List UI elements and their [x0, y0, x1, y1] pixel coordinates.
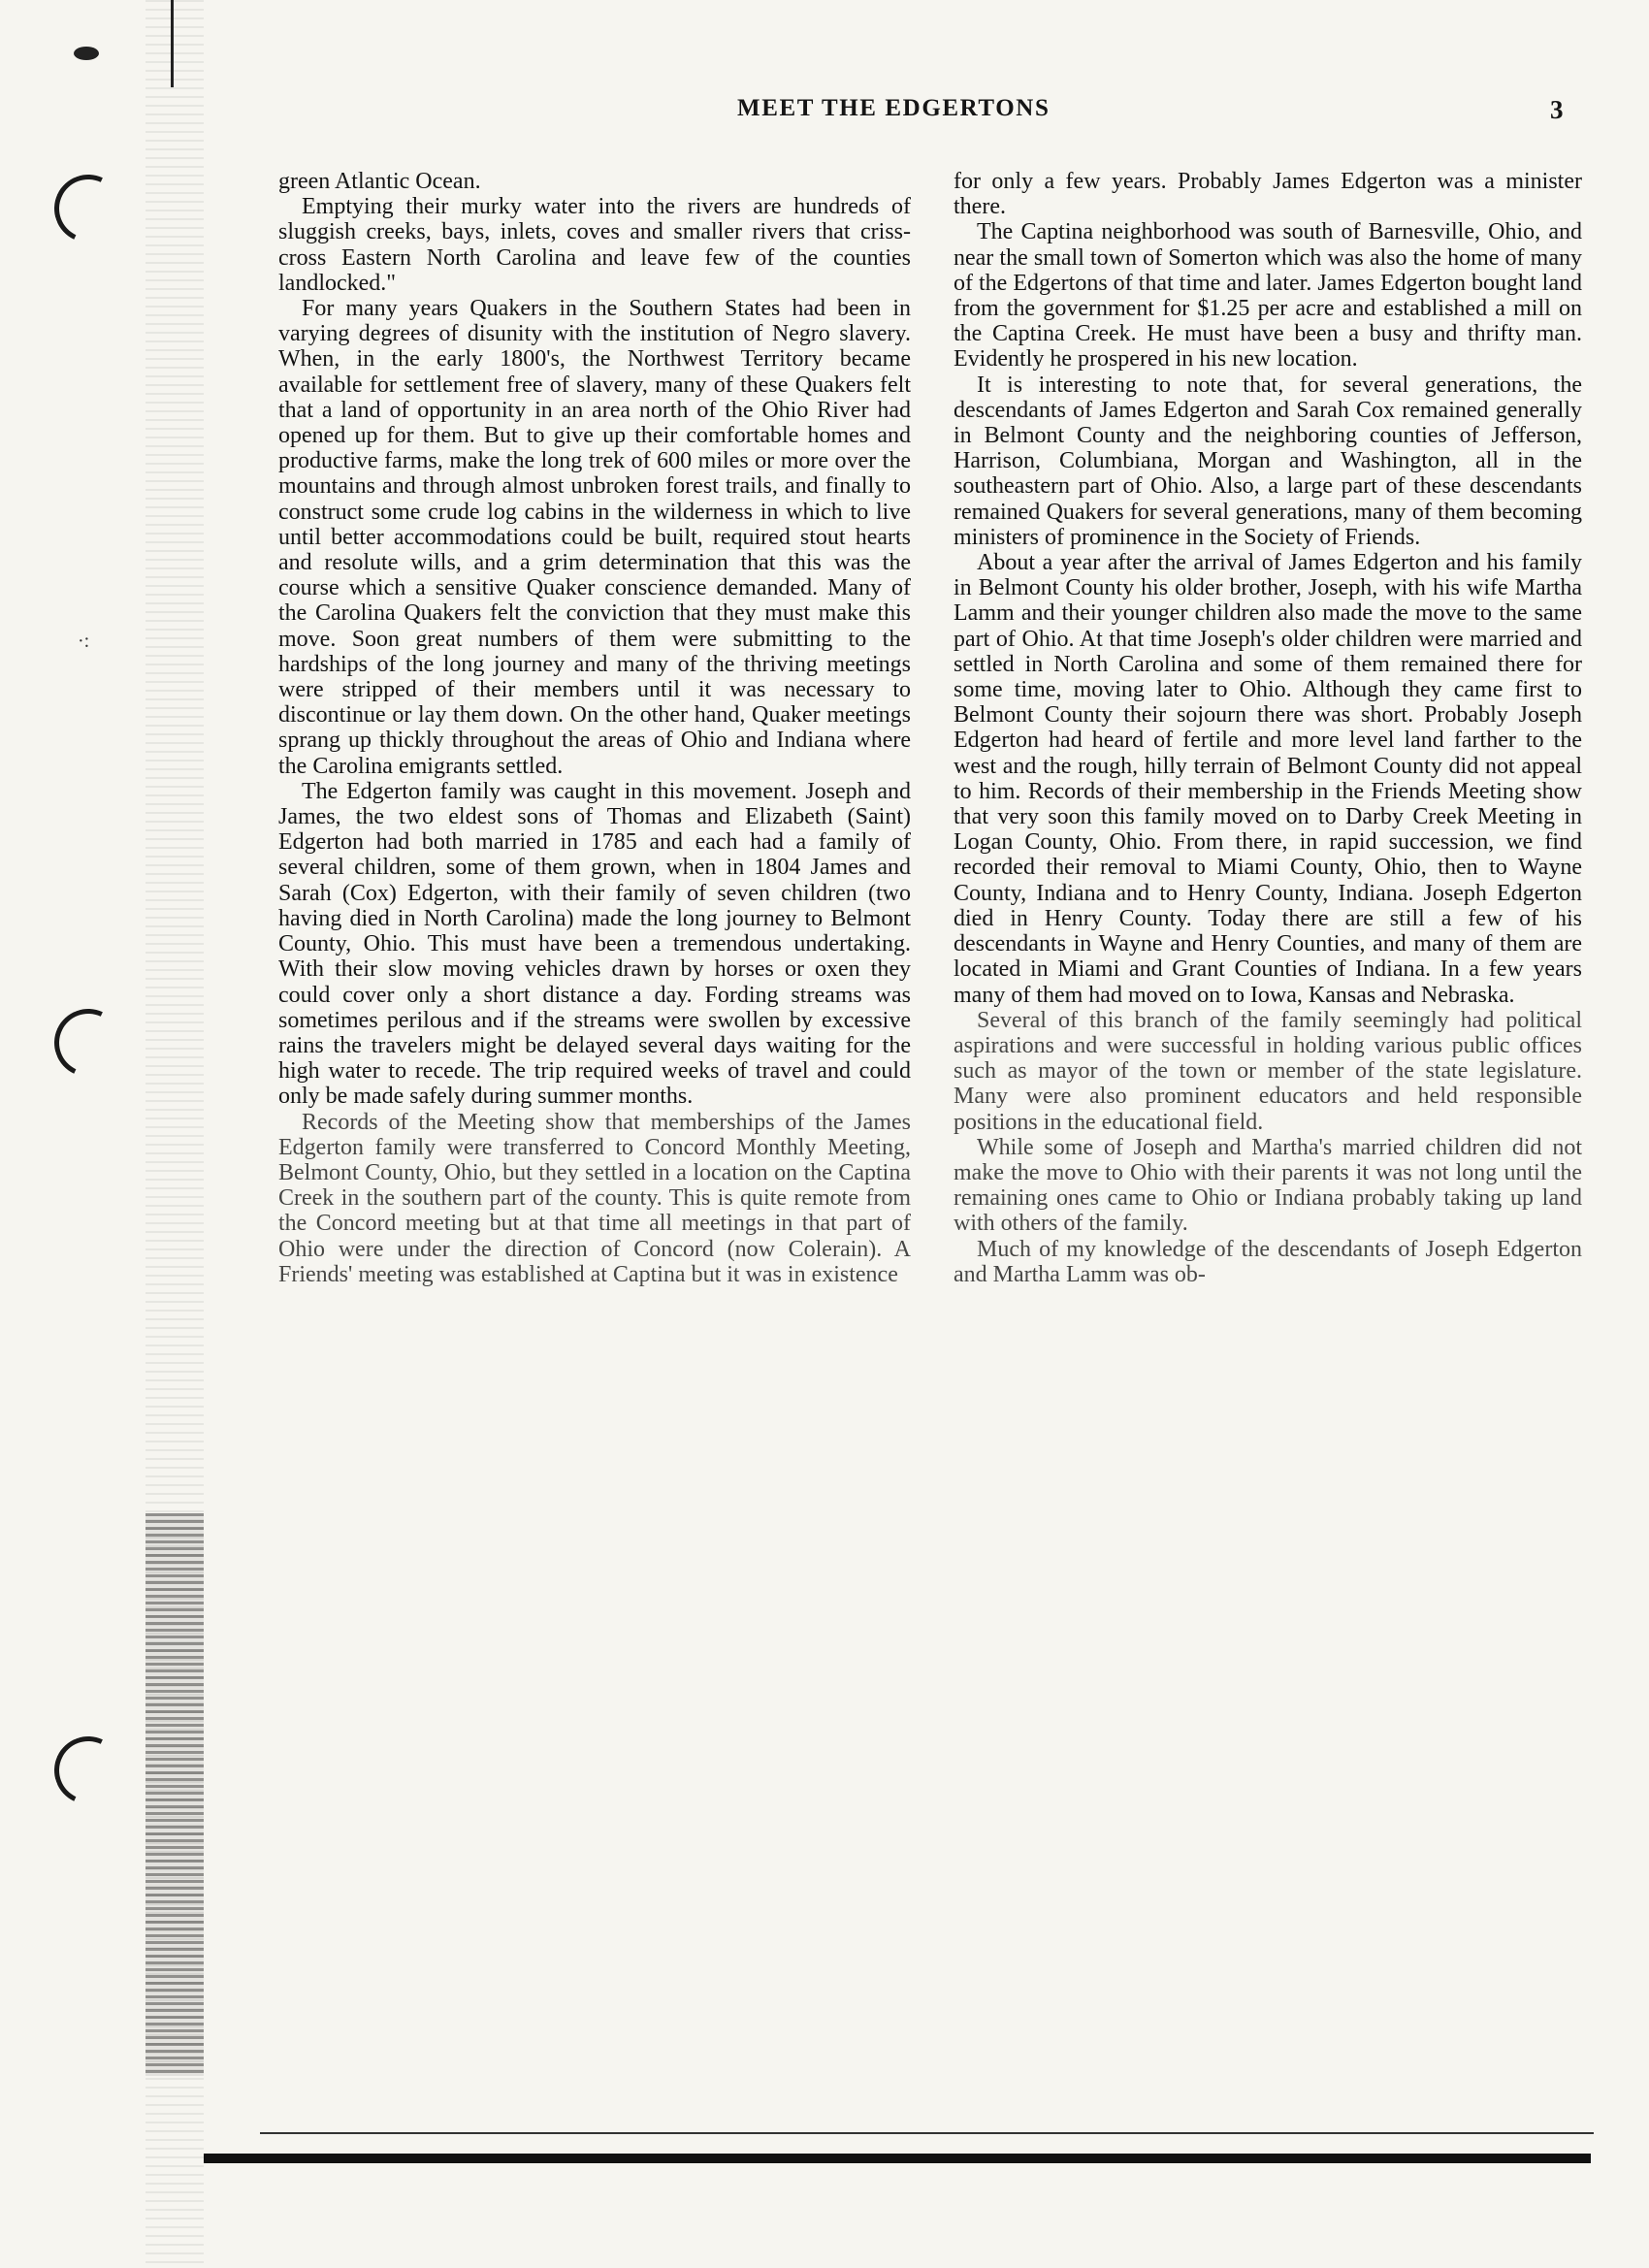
scan-edge-line [171, 0, 174, 87]
paragraph: green Atlantic Ocean. [278, 169, 481, 194]
paragraph: About a year after the arrival of James Edgerton and his family in Belmont County his older brother, Joseph, with his wife Martha Lamm and their younger children also made the move to the same part of Ohio. At that time Joseph's older children were married and settled in North Carolina and some of them remained there for some time, moving later to Ohio. Although they came first to Belmont County their sojourn there was short. Probably Joseph Edgerton had heard of fertile and more level land farther to the west and the rough, hilly terrain of Belmont County did not appeal to him. Records of their membership in the Friends Meeting show that very soon this family moved on to Darby Creek Meeting in Logan County, Ohio. From there, in rapid succession, we find recorded their removal to Miami County, Ohio, then to Wayne County, Indiana and to Henry County, Indiana. Joseph Edgerton died in Henry County. Today there are still a few of his descendants in Wayne and Henry Counties, and many of them are located in Miami and Grant Counties of Indiana. In a few years many of them had moved on to Iowa, Kansas and Nebraska. [954, 550, 1582, 1008]
paragraph: for only a few years. Probably James Edgerton was a minister there. [954, 169, 1582, 220]
paragraph: Much of my knowledge of the descendants of Joseph Edgerton and Martha Lamm was ob- [954, 1236, 1582, 1287]
paragraph: The Edgerton family was caught in this movement. Joseph and James, the two eldest sons of Thomas and Elizabeth (Saint) Edgerton had both married in 1785 and each had a family of several children, some of them grown, when in 1804 James and Sarah (Cox) Edgerton, with their family of seven children (two having died in North Carolina) made the long journey to Belmont County, Ohio. This must have been a tremendous undertaking. With their slow moving vehicles drawn by horses or oxen they could cover only a short distance a day. Fording streams was sometimes perilous and if the streams were swollen by excessive rains the travelers might be delayed several days waiting for the high water to recede. The trip required weeks of travel and could only be made safely during summer months. [278, 778, 911, 1110]
scan-speck [74, 47, 99, 60]
page-number: 3 [1550, 95, 1564, 124]
bottom-rule-thick [204, 2154, 1591, 2163]
scan-artifact-strip-lower [146, 1513, 204, 2076]
paragraph: It is interesting to note that, for several generations, the descendants of James Edgerton and Sarah Cox remained generally in Belmont County and the neighboring counties of Jefferson, Harrison, Columbiana, Morgan and Washington, all in the southeastern part of Ohio. Also, a large part of these descendants remained Quakers for several generations, many of them becoming ministers of prominence in the Society of Friends. [954, 372, 1582, 550]
paragraph: Emptying their murky water into the rivers are hundreds of sluggish creeks, bays, inlets, coves and smaller rivers that criss-cross Eastern North Carolina and leave few of the counties landlocked." [278, 194, 911, 296]
punch-hole-bottom [45, 1727, 132, 1814]
left-column [278, 169, 911, 1287]
bottom-rule-thin [260, 2132, 1594, 2134]
right-column [954, 169, 1582, 1287]
running-head: MEET THE EDGERTONS [737, 95, 1051, 121]
paragraph: For many years Quakers in the Southern States had been in varying degrees of disunity with the institution of Negro slavery. When, in the early 1800's, the Northwest Territory became available for settlement free of slavery, many of these Quakers felt that a land of opportunity in an area north of the Ohio River had opened up for them. But to give up their comfortable homes and productive farms, make the long trek of 600 miles or more over the mountains and through almost unbroken forest trails, and finally to construct some crude log cabins in the wilderness in which to live until better accommodations could be built, required stout hearts and resolute wills, and a grim determination that this was the course which a sensitive Quaker conscience demanded. Many of the Carolina Quakers felt the conviction that they must make this move. Soon great numbers of them were submitting to the hardships of the long journey and many of the thriving meetings were stripped of their members until it was necessary to discontinue or lay them down. On the other hand, Quaker meetings sprang up thickly throughout the areas of Ohio and Indiana where the Carolina emigrants settled. [278, 296, 911, 779]
scan-dot-mark: ·: [78, 631, 90, 652]
paragraph: Several of this branch of the family seemingly had political aspirations and were successful in holding various public offices such as mayor of the town or member of the state legislature. Many were also prominent educators and held responsible positions in the educational field. [954, 1007, 1582, 1135]
punch-hole-middle [45, 999, 132, 1086]
paragraph: While some of Joseph and Martha's married children did not make the move to Ohio with their parents it was not long until the remaining ones came to Ohio or Indiana probably taking up land with others of the family. [954, 1134, 1582, 1237]
punch-hole-top [45, 165, 132, 252]
paragraph: Records of the Meeting show that memberships of the James Edgerton family were transferred to Concord Monthly Meeting, Belmont County, Ohio, but they settled in a location on the Captina Creek in the southern part of the county. This is quite remote from the Concord meeting but at that time all meetings in that part of Ohio were under the direction of Concord (now Colerain). A Friends' meeting was established at Captina but it was in existence [278, 1109, 911, 1287]
paragraph: The Captina neighborhood was south of Barnesville, Ohio, and near the small town of Somerton which was also the home of many of the Edgertons of that time and later. James Edgerton bought land from the government for $1.25 per acre and established a mill on the Captina Creek. He must have been a busy and thrifty man. Evidently he prospered in his new location. [954, 219, 1582, 373]
